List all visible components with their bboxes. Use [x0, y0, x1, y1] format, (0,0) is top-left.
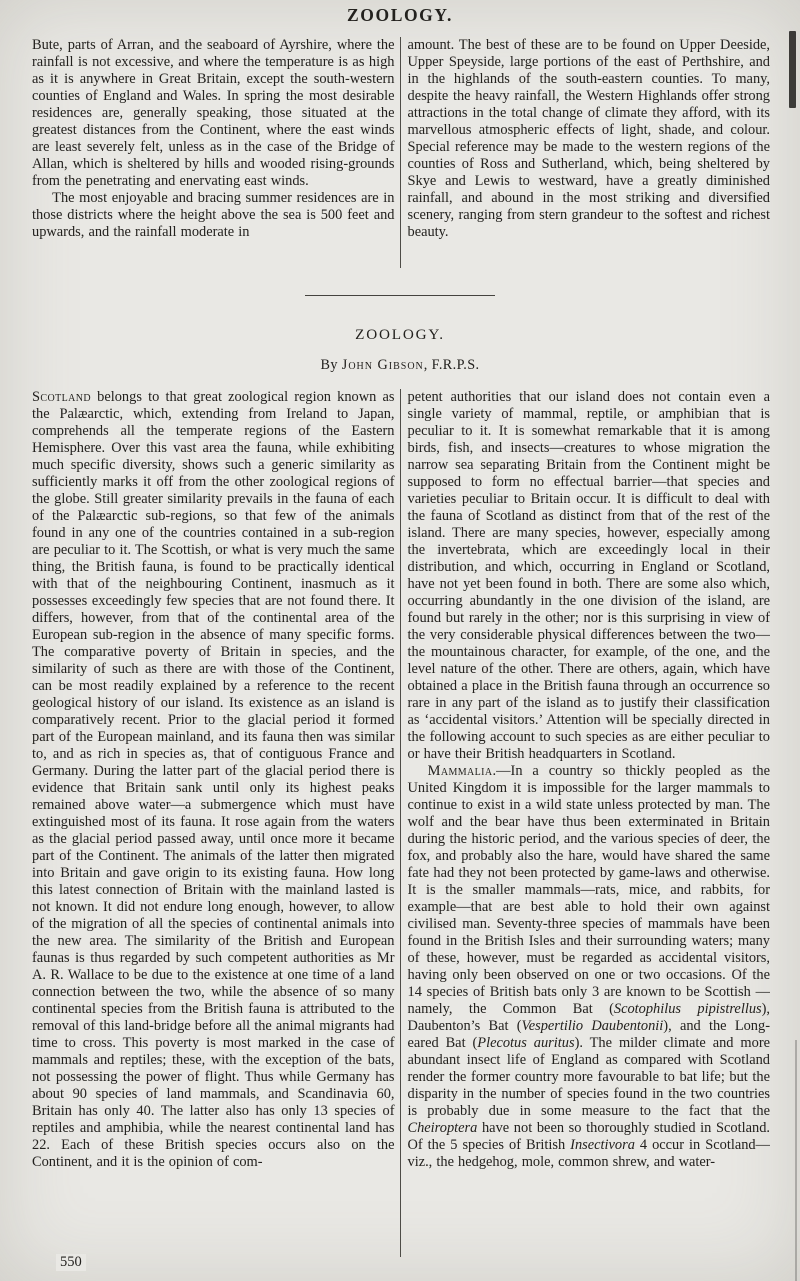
text-run: .—In a country so thickly peopled as the United Kingdom it is impossible for the larger mammals to continue to exist in a wild state unless protected by man. The wolf and the bear have thus been exterminated in Britain during the historic period, and the various species of deer, the fox, and probably also the hare, would have shared the same fate had they not been protected by game-laws and otherwise. It is the smaller mammals—rats, mice, and rabbits, for example—that are best able to hold their own against civilised man. Seventy-three species of mammals have been found in the British Isles and their surrounding waters; many of these, however, must be regarded as accidental visitors, having only been observed on one or two occasions. Of the 14 species of British bats only 3 are known to be Scottish — namely, the Common Bat ( — [407, 763, 770, 1017]
section-separator-rule — [305, 295, 495, 296]
top-left-column — [32, 37, 395, 268]
author-name: John Gibson — [341, 357, 424, 373]
paragraph — [408, 763, 771, 1171]
text-run: ), and the Long-eared Bat ( — [407, 1018, 770, 1051]
text-run: belongs to that great zoological region known as the Palæarctic, which, extending from Ireland to Japan, comprehends all the temperate regions of the Eastern Hemisphere. Over this vast area the fauna, while exhibiting much specific diversity, shows such a generic similarity as sufficiently marks it off from the other zoological regions of the globe. Still greater similarity prevails in the fauna of each of the Palæarctic sub-regions, so that few of the animals found in any one of the countries contained in a sub-region are peculiar to it. The Scottish, or what is very much the same thing, the British fauna, is found to be practically identical with that of the neighbouring Continent, inasmuch as it possesses exceedingly few species that are not found there. It differs, however, from that of the continental area of the European sub-region in the absence of many specific forms. The comparative poverty of Britain in species, and the similarity of such as there are with those of the Continent, can be most readily explained by a reference to the recent geological history of our island. Its existence as an island is comparatively recent. Prior to the glacial period it formed part of the European mainland, and its fauna then was similar to, and as rich in species as, that of contiguous France and Germany. During the latter part of the glacial period there is evidence that Britain sank until only its highest peaks remained above water—a submergence which must have extinguished most of its fauna. It rose again from the waters as the glacial period passed away, until once more it became part of the Continent. The animals of the latter then migrated into Britain and gave origin to its existing fauna. How long this latest connection of Britain with the mainland lasted is not known. It did not endure long enough, however, to allow of the migration of all the species of continental animals into the new area. The similarity of the British and European faunas is thus regarded by such competent authorities as Mr A. R. Wallace to be due to the existence at one time of a land connection between the two, while the absence of so many continental species from the British fauna is attributed to the removal of this land-bridge before all the animal migrants had time to cross. This poverty is most marked in the case of mammals and reptiles; these, with the exception of the bats, not possessing the power of flight. Thus while Germany has about 90 species of land mammals, and Scandinavia 60, Britain has only 40. The latter also has only 13 species of reptiles and amphibia, while the nearest continental land has 22. Each of these British species occurs also on the Continent, and it is the opinion of com- — [32, 389, 395, 1170]
article-left-column — [32, 389, 395, 1257]
byline — [0, 357, 800, 374]
paragraph — [32, 190, 395, 241]
small-caps-lead: Scotland — [32, 389, 91, 405]
article-heading: ZOOLOGY. — [355, 326, 445, 343]
text-run: petent authorities that our island does not contain even a single variety of mammal, reptile, or amphibian that is peculiar to it. It is somewhat remarkable that it is among birds, fish, and insects—creatures to whose migration the narrow sea separating Britain from the Continent might be supposed to form no effectual barrier—that species and varieties peculiar to Britain occur. It is difficult to deal with the fauna of Scotland as distinct from that of the rest of the island. There are many species, however, especially among the invertebrata, which are exceedingly local in their distribution, and which, occurring in England or Scotland, have not yet been found in both. There are some also which, occurring abundantly in the one division of the island, are found but rarely in the other; nor is this surprising in view of the very considerable physical differences between the two—the mountainous character, for example, of the one, and the level nature of the other. There are others, again, which have obtained a place in the British fauna through an occurrence so rare in any part of the island as to justify their classification as ‘accidental visitors.’ Attention will be specially directed in the following account to such species as are either peculiar to or have their British headquarters in Scotland. — [407, 389, 770, 762]
running-page-title: ZOOLOGY. — [347, 5, 453, 25]
text-run: The most enjoyable and bracing summer residences are in those districts where the height above the sea is 500 feet and upwards, and the rainfall moderate in — [32, 190, 395, 240]
species-name-italic: Plecotus auritus — [477, 1035, 575, 1051]
byline-suffix: , F.R.P.S. — [423, 357, 480, 373]
text-run: 4 occur in Scotland—viz., the hedgehog, mole, common shrew, and water- — [407, 1137, 770, 1170]
column-divider-rule — [400, 37, 401, 268]
article-right-column — [408, 389, 771, 1257]
page-number: 550 — [56, 1254, 86, 1271]
paragraph — [32, 389, 395, 1171]
paragraph — [32, 37, 395, 190]
article-body — [32, 389, 770, 1257]
paragraph — [408, 389, 771, 763]
species-name-italic: Vespertilio Daubentonii — [521, 1018, 664, 1034]
scan-edge-shadow — [795, 1040, 797, 1281]
text-run: Bute, parts of Arran, and the seaboard of Ayrshire, where the rainfall is not excessive, and where the temperature is as high as it is anywhere in Great Britain, except the south-western counties of England and Wales. In spring the most desirable residences are, generally speaking, those situated at the greatest distances from the Continent, where the east winds are least severely felt, unless as in the case of the Bridge of Allan, which is sheltered by hills and wooded rising-grounds from the penetrating and enervating east winds. — [32, 37, 395, 189]
text-run: ). The milder climate and more abundant insect life of England as compared with Scotland render the former country more favourable to bat life; but the disparity in the number of species found in the two countries is probably due in some measure to the fact that the — [407, 1035, 770, 1119]
species-name-italic: Scotophilus pipistrellus — [613, 1001, 762, 1017]
text-run: amount. The best of these are to be found on Upper Deeside, Upper Speyside, large portions of the east of Perthshire, and in the highlands of the south-eastern counties. To many, despite the heavy rainfall, the Western Highlands offer strong attractions in the total change of climate they afford, with its marvellous atmospheric effects of light, shade, and colour. Special reference may be made to the western regions of the counties of Ross and Sutherland, which, being sheltered by Skye and Lewis to westward, have a greatly diminished rainfall, and abound in the most striking and diversified scenery, ranging from stern grandeur to the softest and richest beauty. — [407, 37, 770, 240]
column-divider-rule — [400, 389, 401, 1257]
top-right-column — [408, 37, 771, 268]
text-run: ), Daubenton’s Bat ( — [407, 1001, 770, 1034]
text-run: have not been so thoroughly studied in Scotland. Of the 5 species of British — [407, 1120, 770, 1153]
byline-prefix: By — [320, 357, 342, 373]
previous-article-continuation — [32, 37, 770, 268]
species-name-italic: Cheiroptera — [407, 1120, 478, 1136]
species-name-italic: Insectivora — [570, 1137, 635, 1153]
paragraph — [408, 37, 771, 241]
small-caps-lead: Mammalia — [427, 763, 493, 779]
scan-edge-artifact — [789, 31, 796, 108]
